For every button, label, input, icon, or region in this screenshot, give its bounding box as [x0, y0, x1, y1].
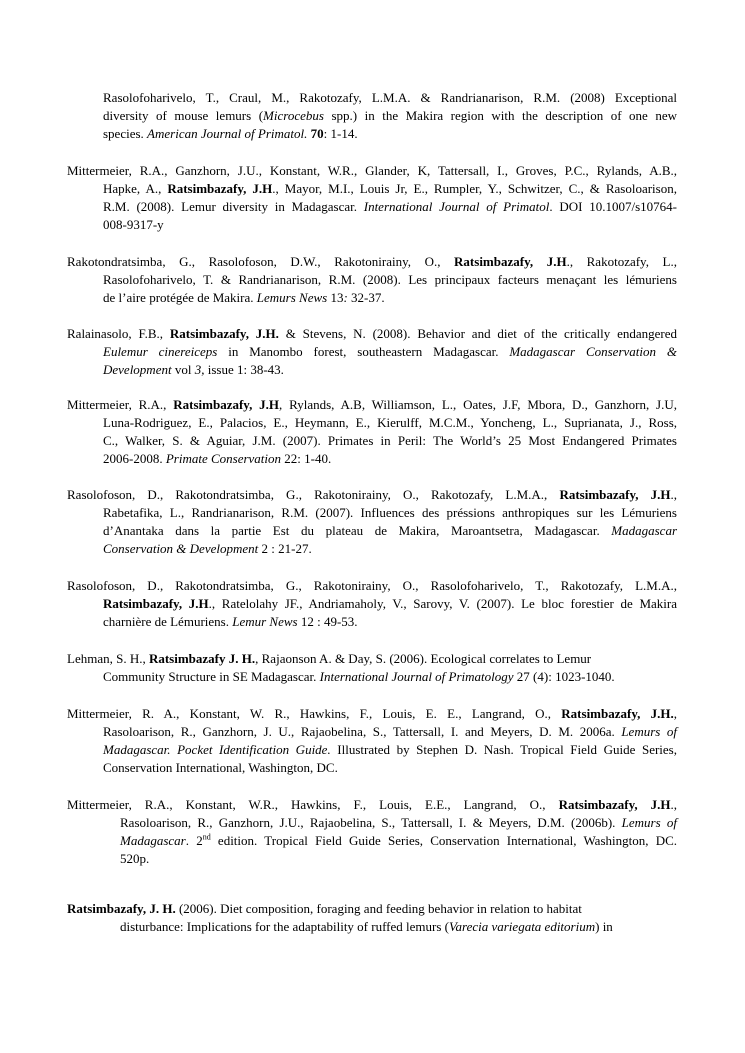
reference-text: 13 [327, 290, 344, 305]
italic-text: Eulemur cinereiceps [103, 344, 218, 359]
reference-text: species. [103, 126, 148, 141]
reference-line [67, 486, 677, 504]
reference-entry [67, 325, 677, 379]
reference-line [67, 325, 677, 343]
reference-text: d’Anantaka dans la partie Est du plateau de Makira, Maroantsetra, Madagascar. [103, 523, 612, 538]
reference-text: Rasolofoharivelo, T. & Randrianarison, R.M. (2008). Les principaux facteurs menaçant les lémuriens [103, 272, 677, 287]
reference-text: Rasolofoson, D., Rakotondratsimba, G., Rakotonirainy, O., Rakotozafy, L.M.A., [67, 487, 560, 502]
reference-text: & Stevens, N. (2008). Behavior and diet of the critically endangered [278, 326, 677, 341]
reference-text: spp.) in the Makira region with the description of one new [323, 108, 677, 123]
reference-text: edition. Tropical Field Guide Series, Conservation International, Washington, DC. [210, 833, 678, 848]
italic-text: Madagascar [611, 523, 677, 538]
reference-text: diversity of mouse lemurs ( [103, 108, 264, 123]
reference-entry [67, 396, 677, 468]
italic-text: Primate Conservation [165, 451, 282, 466]
reference-text: Hapke, A., [103, 181, 168, 196]
reference-text: Mittermeier, R.A., Ganzhorn, J.U., Konstant, W.R., Glander, K, Tattersall, I., Groves, P.C., Rylands, A.B., [67, 163, 677, 178]
italic-text: Madagascar Conservation & [509, 344, 677, 359]
reference-line [67, 180, 677, 198]
reference-entry [67, 900, 677, 936]
italic-text: Varecia variegata editorium [449, 919, 596, 934]
reference-line [67, 814, 677, 832]
reference-text: Lehman, S. H., [67, 651, 149, 666]
reference-text: 008-9317-y [103, 217, 164, 232]
reference-line [67, 850, 677, 868]
reference-text: de l’aire protégée de Makira. [103, 290, 257, 305]
reference-line [67, 900, 677, 918]
reference-line [67, 613, 677, 631]
reference-text: charnière de Lémuriens. [103, 614, 233, 629]
reference-line [67, 796, 677, 814]
reference-text: Community Structure in SE Madagascar. [103, 669, 320, 684]
italic-text: Lemur News [232, 614, 298, 629]
reference-line [67, 723, 677, 741]
italic-text: Madagascar [120, 833, 186, 848]
reference-text: Mittermeier, R.A., Konstant, W.R., Hawkins, F., Louis, E.E., Langrand, O., [67, 797, 559, 812]
author-highlight: Ratsimbazafy, J.H [173, 397, 280, 412]
author-highlight: Ratsimbazafy, J.H [454, 254, 567, 269]
reference-text: disturbance: Implications for the adaptability of ruffed lemurs ( [120, 919, 449, 934]
reference-text: 2 : 21-27. [258, 541, 312, 556]
author-highlight: Ratsimbazafy, J.H [167, 181, 273, 196]
reference-text: 2006-2008. [103, 451, 166, 466]
reference-text: Mittermeier, R. A., Konstant, W. R., Hawkins, F., Louis, E. E., Langrand, O., [67, 706, 562, 721]
reference-line [67, 216, 677, 234]
author-highlight: Ratsimbazafy, J.H [559, 487, 671, 502]
italic-text: Microcebus [263, 108, 324, 123]
author-highlight: Ratsimbazafy, J.H. [169, 326, 279, 341]
reference-line [67, 832, 677, 850]
italic-text: Lemurs of [621, 815, 677, 830]
author-highlight: Ratsimbazafy, J.H. [561, 706, 674, 721]
reference-text: ., Mayor, M.I., Louis Jr, E., Rumpler, Y., Schwitzer, C., & Rasoloarison, [272, 181, 677, 196]
reference-entry [67, 796, 677, 868]
reference-text: ) in [595, 919, 613, 934]
italic-text: International Journal of Primatol [363, 199, 550, 214]
reference-text: C., Walker, S. & Aguiar, J.M. (2007). Primates in Peril: The World’s 25 Most Endangered Primates [103, 433, 677, 448]
reference-entry [67, 253, 677, 307]
reference-line [67, 432, 677, 450]
reference-text: issue 1: 38-43. [204, 362, 284, 377]
reference-line [67, 361, 677, 379]
reference-line [67, 705, 677, 723]
reference-text: ., [670, 487, 677, 502]
author-highlight: Ratsimbazafy, J. H. [67, 901, 176, 916]
reference-text: nd [202, 832, 211, 842]
reference-entry [67, 89, 677, 143]
reference-entry [67, 650, 677, 686]
reference-text: Rasolofoharivelo, T., Craul, M., Rakotozafy, L.M.A. & Randrianarison, R.M. (2008) Exceptional [103, 90, 677, 105]
italic-text: 3, [194, 362, 205, 377]
reference-line [67, 918, 677, 936]
reference-text: Rasoloarison, R., Ganzhorn, J.U., Rajaobelina, S., Tattersall, I. & Meyers, D.M. (2006b). [120, 815, 622, 830]
reference-text: 520p. [120, 851, 150, 866]
reference-text: R.M. (2008). Lemur diversity in Madagascar. [103, 199, 364, 214]
italic-text: Lemurs of [621, 724, 678, 739]
reference-line [67, 162, 677, 180]
reference-line [67, 396, 677, 414]
reference-text: 27 (4): 1023-1040. [513, 669, 615, 684]
reference-text: , Rylands, A.B, Williamson, L., Oates, J.F, Mbora, D., Ganzhorn, J.U, [279, 397, 678, 412]
reference-text: Rasolofoson, D., Rakotondratsimba, G., Rakotonirainy, O., Rasolofoharivelo, T., Rakotozafy, L.M.A., [67, 578, 677, 593]
reference-text: Ralainasolo, F.B., [67, 326, 170, 341]
reference-text: 32-37. [347, 290, 385, 305]
italic-text: American Journal of Primatol. [147, 126, 308, 141]
reference-text: vol [171, 362, 195, 377]
reference-line [67, 540, 677, 558]
reference-text: Rakotondratsimba, G., Rasolofoson, D.W., Rakotonirainy, O., [67, 254, 455, 269]
reference-line [67, 650, 677, 668]
reference-text: Conservation International, Washington, DC. [103, 760, 338, 775]
reference-text: Luna-Rodriguez, E., Palacios, E., Heymann, E., Kierulff, M.C.M., Yoncheng, L., Suprianata, J., Ross, [103, 415, 677, 430]
reference-line [67, 107, 677, 125]
italic-text: Conservation & Development [103, 541, 259, 556]
reference-line [67, 504, 677, 522]
reference-line [67, 741, 677, 759]
reference-text: . DOI 10.1007/s10764- [549, 199, 677, 214]
reference-line [67, 522, 677, 540]
reference-text: 12 : 49-53. [297, 614, 358, 629]
reference-line [67, 668, 677, 686]
reference-line [67, 595, 677, 613]
reference-entry [67, 705, 677, 777]
reference-text: , [673, 706, 677, 721]
author-highlight: Ratsimbazafy, J.H [558, 797, 671, 812]
reference-line [67, 759, 677, 777]
reference-text: ., [670, 797, 677, 812]
reference-text: ., Rakotozafy, L., [566, 254, 677, 269]
italic-text: Lemurs News [256, 290, 328, 305]
author-highlight: 70 [310, 126, 324, 141]
reference-line [67, 89, 677, 107]
reference-entry [67, 162, 677, 234]
reference-text: Illustrated by Stephen D. Nash. Tropical Field Guide Series, [330, 742, 677, 757]
reference-text: ., Ratelolahy JF., Andriamaholy, V., Sarovy, V. (2007). Le bloc forestier de Makira [208, 596, 677, 611]
reference-text: Rabetafika, L., Randrianarison, R.M. (2007). Influences des préssions anthropiques sur les Lémuriens [103, 505, 677, 520]
author-highlight: Ratsimbazafy, J.H [103, 596, 209, 611]
reference-text: 22: 1-40. [281, 451, 332, 466]
reference-line [67, 271, 677, 289]
reference-entry [67, 486, 677, 558]
reference-text: in Manombo forest, southeastern Madagascar. [217, 344, 510, 359]
italic-text: Development [103, 362, 172, 377]
reference-entry [67, 577, 677, 631]
reference-text: (2006). Diet composition, foraging and feeding behavior in relation to habitat [175, 901, 582, 916]
italic-text: International Journal of Primatology [319, 669, 514, 684]
reference-text: , Rajaonson A. & Day, S. (2006). Ecological correlates to Lemur [255, 651, 592, 666]
reference-line [67, 289, 677, 307]
author-highlight: Ratsimbazafy J. H. [148, 651, 256, 666]
reference-text: Mittermeier, R.A., [67, 397, 174, 412]
italic-text: : [343, 290, 348, 305]
reference-text: . 2 [185, 833, 203, 848]
reference-line [67, 198, 677, 216]
reference-text: Rasoloarison, R., Ganzhorn, J. U., Rajaobelina, S., Tattersall, I. and Meyers, D. M. 2006a. [103, 724, 622, 739]
reference-line [67, 253, 677, 271]
reference-line [67, 577, 677, 595]
italic-text: Madagascar. Pocket Identification Guide. [103, 742, 331, 757]
reference-line [67, 343, 677, 361]
reference-line [67, 414, 677, 432]
reference-text: : 1-14. [323, 126, 358, 141]
reference-line [67, 450, 677, 468]
reference-line [67, 125, 677, 143]
